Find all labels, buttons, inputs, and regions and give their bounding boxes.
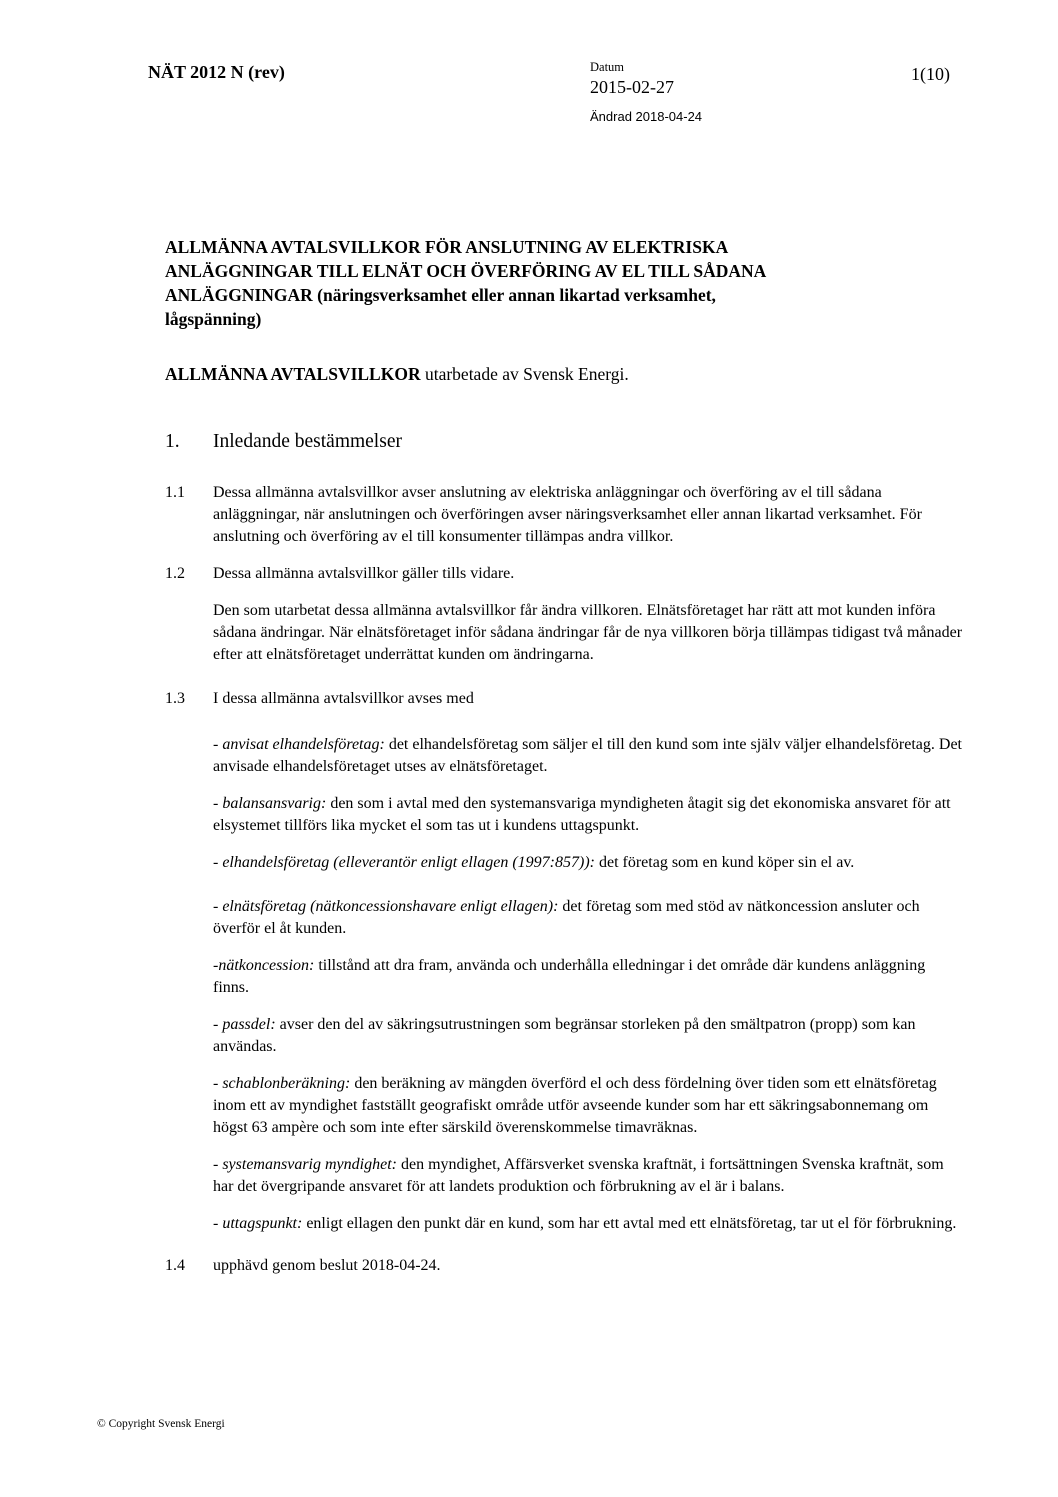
definition-row	[165, 793, 965, 837]
clause-text: Den som utarbetat dessa allmänna avtalsvillkor får ändra villkoren. Elnätsföretaget har rätt att mot kunden införa sådana ändringar. När elnätsföretaget inför sådana ändringar får de nya villkoren börja tillämpas tidigast två månader efter att elnätsföretaget underrättat kunden om ändringarna.	[213, 602, 963, 663]
definition-text: - systemansvarig myndighet: den myndighet, Affärsverket svenska kraftnät, i fortsättningen Svenska kraftnät, som har det övergripande ansvaret för att landets produktion och förbrukning av el är i balans.	[213, 1156, 944, 1195]
definition-term: passdel:	[222, 1016, 276, 1033]
definition-row	[165, 734, 965, 778]
clause-row	[165, 482, 965, 548]
definition-text: - uttagspunkt: enligt ellagen den punkt där en kund, som har ett avtal med ett elnätsföretag, tar ut el för förbrukning.	[213, 1215, 957, 1232]
subtitle-rest: utarbetade av Svensk Energi.	[420, 364, 629, 384]
clause-text: I dessa allmänna avtalsvillkor avses med	[213, 690, 474, 707]
clause-number: 1.4	[165, 1257, 185, 1274]
document-body	[165, 235, 965, 1277]
doc-reference: NÄT 2012 N (rev)	[148, 62, 285, 82]
definition-indent	[165, 852, 213, 874]
definition-row	[165, 1073, 965, 1139]
definition-indent	[165, 955, 213, 999]
clause-row	[165, 1255, 965, 1277]
definition-term: elhandelsföretag (elleverantör enligt ellagen (1997:857)):	[222, 854, 595, 871]
definition-term: nätkoncession:	[218, 957, 315, 974]
definition-indent	[165, 793, 213, 837]
definition-indent	[165, 1014, 213, 1058]
section-title: Inledande bestämmelser	[213, 431, 402, 452]
date-label: Datum	[590, 60, 625, 74]
definition-term: schablonberäkning:	[222, 1075, 351, 1092]
document-subtitle	[165, 363, 965, 385]
title-line: lågspänning)	[165, 309, 262, 329]
definition-text: - passdel: avser den del av säkringsutrustningen som begränsar storleken på den smältpatron (propp) som kan användas.	[213, 1016, 916, 1055]
subtitle-bold: ALLMÄNNA AVTALSVILLKOR	[165, 364, 421, 384]
date-value: 2015-02-27	[590, 77, 674, 97]
definition-text: -nätkoncession: tillstånd att dra fram, använda och underhålla elledningar i det område där kundens anläggning finns.	[213, 957, 926, 996]
definition-text: - balansansvarig: den som i avtal med den systemansvariga myndigheten åtagit sig det ekonomiska ansvaret för att elsystemet tillförs lika mycket el som tas ut i kundens uttagspunkt.	[213, 795, 951, 834]
clause-number: 1.1	[165, 484, 185, 501]
clause-text: upphävd genom beslut 2018-04-24.	[213, 1257, 441, 1274]
document-title	[165, 235, 965, 331]
changed-date: Ändrad 2018-04-24	[590, 109, 703, 124]
title-line: ANLÄGGNINGAR TILL ELNÄT OCH ÖVERFÖRING AV EL TILL SÅDANA	[165, 261, 767, 281]
title-line: ALLMÄNNA AVTALSVILLKOR FÖR ANSLUTNING AV ELEKTRISKA	[165, 237, 729, 257]
definition-row	[165, 896, 965, 940]
definition-row	[165, 1213, 965, 1235]
definition-term: anvisat elhandelsföretag:	[222, 736, 385, 753]
definition-indent	[165, 734, 213, 778]
definition-text: - anvisat elhandelsföretag: det elhandelsföretag som säljer el till den kund som inte själv väljer elhandelsföretag. Det anvisade elhandelsföretaget utses av elnätsföretaget.	[213, 736, 962, 775]
clause-number: 1.3	[165, 690, 185, 707]
clause-row	[165, 563, 965, 585]
date-block	[590, 60, 702, 124]
clause-text: Dessa allmänna avtalsvillkor avser anslutning av elektriska anläggningar och överföring av el till sådana anläggningar, när anslutningen och överföringen avser näringsverksamhet eller annan likartad verksamhet. För anslutning och överföring av el till konsumenter tillämpas andra villkor.	[213, 484, 922, 545]
definition-term: balansansvarig:	[222, 795, 327, 812]
definition-indent	[165, 1154, 213, 1198]
clause-text: Dessa allmänna avtalsvillkor gäller tills vidare.	[213, 565, 515, 582]
definition-row	[165, 852, 965, 874]
title-line: ANLÄGGNINGAR (näringsverksamhet eller annan likartad verksamhet,	[165, 285, 716, 305]
definition-text: - schablonberäkning: den beräkning av mängden överförd el och dess fördelning över tiden som ett elnätsföretag inom ett av myndighet fastställt geografiskt område utför avseende kunder som har ett säkringsabonnemang om högst 63 ampère och som inte efter särskild överenskommelse timavräknas.	[213, 1075, 937, 1136]
definition-indent	[165, 1073, 213, 1139]
definition-text: - elhandelsföretag (elleverantör enligt ellagen (1997:857)): det företag som en kund köper sin el av.	[213, 854, 855, 871]
page-number: 1(10)	[911, 64, 950, 84]
clause-number: 1.2	[165, 565, 185, 582]
definition-row	[165, 955, 965, 999]
clause-row	[165, 600, 965, 666]
section-heading	[165, 429, 965, 455]
clause-number	[165, 600, 213, 666]
definition-term: elnätsföretag (nätkoncessionshavare enligt ellagen):	[222, 898, 559, 915]
definition-indent	[165, 896, 213, 940]
copyright-notice: © Copyright Svensk Energi	[97, 1418, 225, 1430]
definition-row	[165, 1014, 965, 1058]
section-number: 1.	[165, 431, 180, 452]
definition-row	[165, 1154, 965, 1198]
definition-term: uttagspunkt:	[222, 1215, 303, 1232]
clause-row	[165, 688, 965, 710]
definition-term: systemansvarig myndighet:	[222, 1156, 397, 1173]
definition-indent	[165, 1213, 213, 1235]
definition-text: - elnätsföretag (nätkoncessionshavare enligt ellagen): det företag som med stöd av nätkoncession ansluter och överför el åt kunden.	[213, 898, 920, 937]
